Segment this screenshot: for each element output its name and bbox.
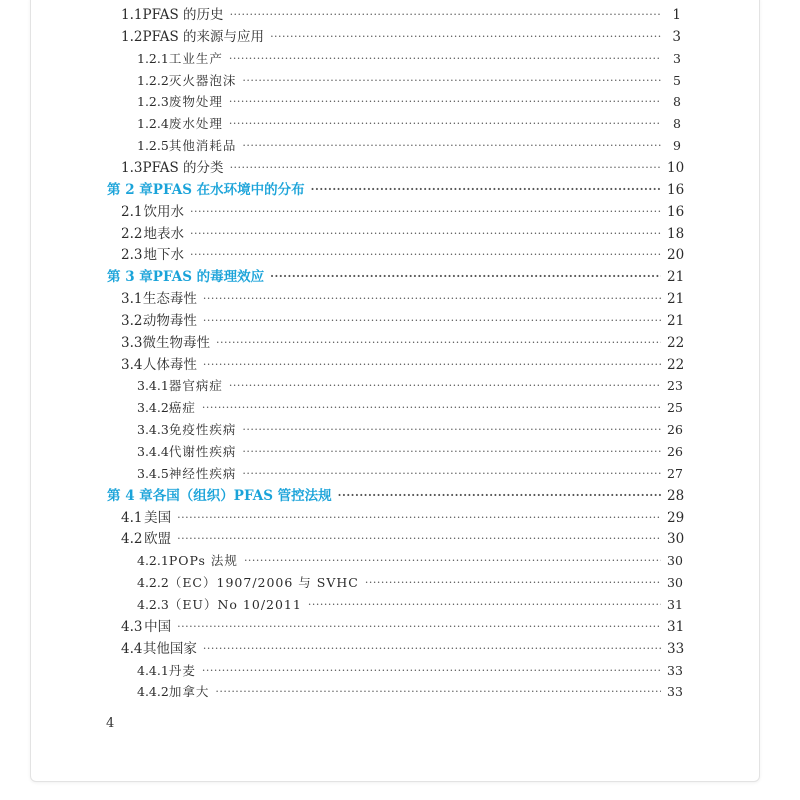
toc-section-entry[interactable] — [121, 616, 685, 638]
toc-entry-page: 26 — [667, 444, 683, 459]
toc-entry-page: 5 — [673, 72, 681, 88]
toc-entry-title: 地表水 — [143, 225, 184, 242]
toc-entry-number: 1.3 — [121, 159, 143, 176]
toc-section-entry[interactable] — [121, 244, 685, 266]
toc-entry-title: 其他消耗品 — [168, 138, 237, 154]
toc-entry-number: 1.1 — [121, 7, 143, 23]
toc-section-entry[interactable] — [121, 4, 681, 26]
toc-entry-number: 3.2 — [121, 312, 143, 329]
dot-leader — [177, 616, 661, 638]
toc-entry-page: 10 — [667, 159, 685, 176]
toc-entry-page: 26 — [667, 422, 683, 438]
toc-entry-number: 3.3 — [121, 334, 143, 351]
dot-leader — [190, 223, 661, 245]
toc-entry-page: 16 — [667, 181, 685, 198]
toc-subsection-entry[interactable] — [137, 135, 681, 157]
toc-entry-number: 4.4.1 — [137, 662, 169, 678]
toc-section-entry[interactable] — [121, 310, 685, 332]
toc-entry-page: 22 — [667, 356, 685, 373]
dot-leader — [308, 594, 661, 616]
toc-entry-page: 16 — [667, 203, 685, 220]
toc-subsection-entry[interactable] — [137, 113, 681, 135]
dot-leader — [338, 485, 661, 507]
toc-section-entry[interactable] — [121, 507, 685, 529]
toc-section-entry[interactable] — [121, 201, 685, 223]
toc-entry-page: 18 — [667, 225, 685, 242]
toc-entry-number: 3.4 — [121, 356, 143, 373]
toc-entry-number: 1.2.5 — [137, 138, 169, 154]
toc-entry-page: 30 — [667, 531, 685, 548]
toc-entry-page: 27 — [667, 465, 683, 481]
page-number: 4 — [106, 716, 115, 731]
dot-leader — [242, 419, 661, 441]
toc-entry-title: 各国（组织）PFAS 管控法规 — [152, 487, 332, 504]
toc-entry-number: 4.3 — [121, 618, 143, 635]
toc-entry-number: 4.2.3 — [137, 596, 169, 612]
dot-leader — [177, 507, 661, 529]
toc-entry-title: 微生物毒性 — [142, 334, 210, 351]
toc-entry-number: 4.2 — [121, 531, 143, 548]
dot-leader — [202, 397, 661, 419]
toc-subsection-entry[interactable] — [137, 463, 681, 485]
toc-entry-page: 23 — [667, 378, 683, 394]
dot-leader — [242, 70, 661, 92]
toc-entry-page: 9 — [673, 138, 681, 154]
dot-leader — [229, 91, 661, 113]
toc-entry-title: PFAS 的毒理效应 — [152, 269, 265, 286]
toc-chapter-entry[interactable] — [107, 266, 685, 288]
toc-entry-title: 加拿大 — [168, 684, 210, 700]
toc-entry-page: 33 — [667, 640, 685, 657]
toc-entry-number: 1.2.3 — [137, 94, 169, 110]
toc-entry-number: 3.4.3 — [137, 422, 169, 438]
toc-entry-page: 33 — [667, 684, 683, 700]
toc-entry-title: 中国 — [144, 618, 172, 635]
toc-entry-page: 28 — [667, 487, 685, 504]
dot-leader — [203, 310, 661, 332]
toc-subsection-entry[interactable] — [137, 681, 681, 703]
toc-subsection-entry[interactable] — [137, 397, 681, 419]
toc-entry-title: （EU）No 10/2011 — [168, 596, 302, 612]
dot-leader — [203, 638, 661, 660]
dot-leader — [215, 681, 661, 703]
dot-leader — [190, 244, 661, 266]
toc-entry-number: 3.4.1 — [137, 378, 169, 394]
toc-subsection-entry[interactable] — [137, 550, 681, 572]
toc-entry-page: 21 — [667, 269, 685, 286]
dot-leader — [365, 572, 661, 594]
toc-entry-title: 饮用水 — [143, 203, 184, 220]
dot-leader — [311, 179, 661, 201]
toc-section-entry[interactable] — [121, 638, 685, 660]
toc-entry-page: 25 — [667, 400, 683, 416]
dot-leader — [203, 354, 661, 376]
toc-entry-title: 神经性疾病 — [168, 465, 237, 481]
toc-entry-title: 工业生产 — [168, 50, 223, 66]
toc-entry-title: 免疫性疾病 — [168, 422, 237, 438]
toc-section-entry[interactable] — [121, 26, 681, 48]
dot-leader — [242, 463, 661, 485]
toc-chapter-entry[interactable] — [107, 179, 685, 201]
toc-entry-title: 废物处理 — [168, 94, 223, 110]
dot-leader — [230, 157, 661, 179]
toc-entry-number: 3.1 — [121, 291, 143, 308]
toc-entry-page: 33 — [667, 662, 683, 678]
toc-entry-number: 第 3 章 — [107, 269, 153, 286]
toc-section-entry[interactable] — [121, 528, 685, 550]
toc-entry-number: 1.2.2 — [137, 72, 169, 88]
dot-leader — [177, 528, 661, 550]
toc-subsection-entry[interactable] — [137, 419, 681, 441]
dot-leader — [202, 660, 661, 682]
toc-chapter-entry[interactable] — [107, 485, 685, 507]
toc-entry-number: 4.1 — [121, 509, 143, 526]
dot-leader — [230, 4, 661, 26]
toc-entry-title: 器官病症 — [168, 378, 223, 394]
dot-leader — [270, 26, 661, 48]
toc-entry-page: 30 — [667, 553, 683, 569]
dot-leader — [203, 288, 661, 310]
toc-entry-title: 动物毒性 — [142, 312, 197, 329]
toc-entry-title: 地下水 — [143, 247, 184, 264]
toc-entry-title: PFAS 的历史 — [142, 7, 224, 23]
toc-entry-number: 3.4.4 — [137, 444, 169, 459]
toc-entry-page: 22 — [667, 334, 685, 351]
toc-entry-number: 1.2 — [121, 28, 143, 45]
toc-subsection-entry[interactable] — [137, 70, 681, 92]
toc-entry-page: 20 — [667, 247, 685, 264]
dot-leader — [190, 201, 661, 223]
toc-entry-number: 4.4.2 — [137, 684, 169, 700]
dot-leader — [229, 48, 661, 70]
toc-entry-number: 3.4.5 — [137, 465, 169, 481]
toc-entry-number: 4.2.2 — [137, 575, 169, 591]
toc-subsection-entry[interactable] — [137, 375, 681, 397]
toc-entry-number: 3.4.2 — [137, 400, 169, 416]
toc-entry-page: 1 — [672, 7, 681, 23]
dot-leader — [216, 332, 661, 354]
toc-entry-title: 生态毒性 — [142, 291, 197, 308]
toc-subsection-entry[interactable] — [137, 441, 681, 463]
toc-entry-number: 第 4 章 — [107, 487, 153, 504]
toc-entry-title: 丹麦 — [168, 662, 196, 678]
toc-entry-title: POPs 法规 — [168, 553, 238, 569]
toc-entry-title: 人体毒性 — [142, 356, 197, 373]
toc-entry-page: 30 — [667, 575, 683, 591]
dot-leader — [229, 375, 661, 397]
toc-entry-title: 癌症 — [168, 400, 196, 416]
toc-entry-number: 4.4 — [121, 640, 143, 657]
dot-leader — [242, 135, 661, 157]
toc-entry-page: 21 — [667, 312, 685, 329]
toc-entry-number: 1.2.1 — [137, 50, 169, 66]
toc-entry-title: 美国 — [144, 509, 172, 526]
toc-entry-number: 4.2.1 — [137, 553, 169, 569]
toc-section-entry[interactable] — [121, 288, 685, 310]
toc-section-entry[interactable] — [121, 157, 685, 179]
toc-entry-number: 2.3 — [121, 247, 143, 264]
toc-entry-page: 21 — [667, 291, 685, 308]
toc-section-entry[interactable] — [121, 223, 685, 245]
toc-entry-title: 代谢性疾病 — [168, 444, 237, 459]
toc-entry-page: 8 — [673, 116, 681, 132]
toc-entry-page: 8 — [673, 94, 681, 110]
toc-entry-number: 1.2.4 — [137, 116, 169, 132]
toc-subsection-entry[interactable] — [137, 572, 681, 594]
toc-entry-number: 2.2 — [121, 225, 143, 242]
dot-leader — [270, 266, 661, 288]
toc-entry-title: PFAS 在水环境中的分布 — [152, 181, 305, 198]
toc-subsection-entry[interactable] — [137, 48, 681, 70]
toc-entry-title: 其他国家 — [142, 640, 197, 657]
dot-leader — [242, 441, 661, 463]
toc-entry-page: 31 — [667, 618, 685, 635]
toc-entry-title: 灭火器泡沫 — [168, 72, 237, 88]
toc-entry-title: PFAS 的来源与应用 — [142, 28, 265, 45]
dot-leader — [244, 550, 661, 572]
toc-entry-page: 31 — [667, 596, 683, 612]
toc-subsection-entry[interactable] — [137, 91, 681, 113]
toc-entry-page: 29 — [667, 509, 685, 526]
toc-entry-number: 2.1 — [121, 203, 143, 220]
toc-section-entry[interactable] — [121, 332, 685, 354]
toc-entry-page: 3 — [673, 50, 681, 66]
toc-entry-title: 欧盟 — [144, 531, 172, 548]
toc-subsection-entry[interactable] — [137, 594, 681, 616]
toc-subsection-entry[interactable] — [137, 660, 681, 682]
toc-entry-page: 3 — [672, 28, 681, 45]
toc-entry-number: 第 2 章 — [107, 181, 153, 198]
toc-entry-title: PFAS 的分类 — [142, 159, 224, 176]
dot-leader — [229, 113, 661, 135]
toc-section-entry[interactable] — [121, 354, 685, 376]
toc-entry-title: （EC）1907/2006 与 SVHC — [168, 575, 359, 591]
toc-entry-title: 废水处理 — [168, 116, 223, 132]
